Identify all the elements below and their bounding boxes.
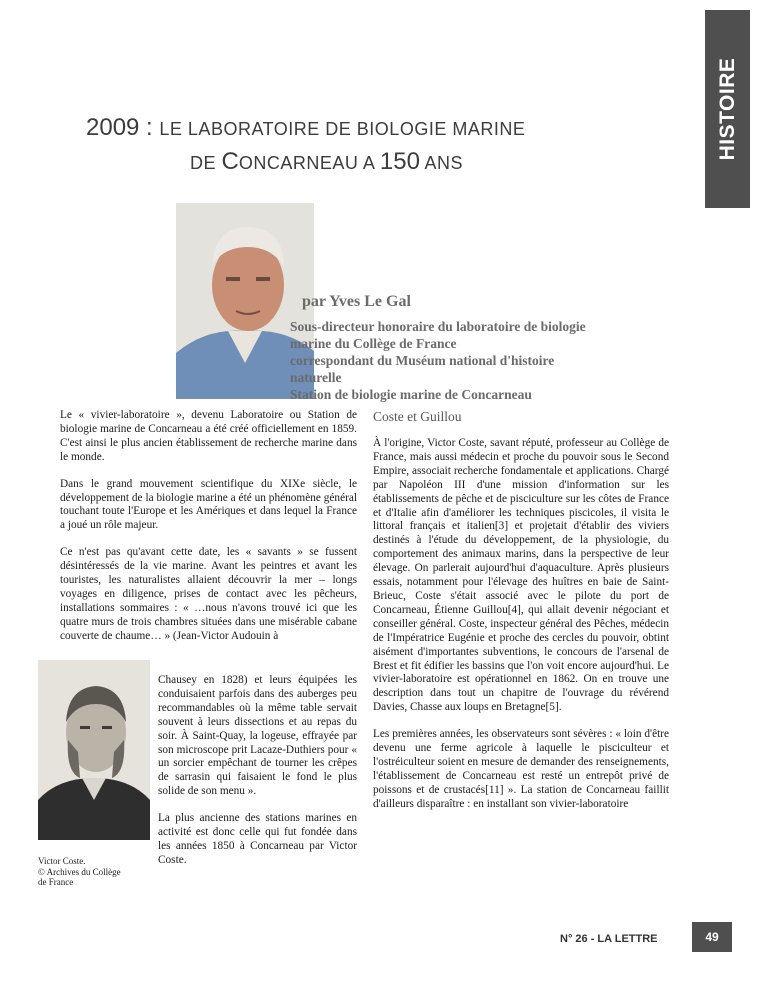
- paragraph: Dans le grand mouvement scientifique du XIXe siècle, le développement de la biologie marine a été un phénomène général touchant toute l'Europe et les Amériques et dans lequel la France a joué un rôle majeur.: [60, 477, 357, 532]
- portrait-caption: [38, 856, 150, 888]
- left-column: [60, 409, 357, 657]
- caption-line: de France: [38, 877, 74, 887]
- author-byline: par Yves Le Gal: [302, 293, 411, 310]
- article-title-line-2: [190, 148, 463, 176]
- victor-coste-portrait: [38, 660, 150, 840]
- caption-line: © Archives du Collège: [38, 866, 121, 877]
- article-title-line-1: [86, 114, 525, 142]
- section-label: HISTOIRE: [715, 57, 739, 161]
- affiliation-line: marine du Collège de France: [290, 336, 457, 351]
- left-column-continued: [158, 674, 357, 881]
- title-segment: LE LABORATOIRE DE BIOLOGIE MARINE: [159, 119, 526, 139]
- paragraph: Les premières années, les observateurs sont sévères : « loin d'être devenu une ferme agricole à laquelle le pisciculteur et l'ostréiculteur soient en mesure de demander des renseignements, l'établissement de Concarneau est resté un entrepôt privé de poissons et de crustacés[11] ». La station de Concarneau faillit d'ailleurs disparaître : en installant son vivier-laboratoire: [373, 728, 669, 810]
- paragraph: À l'origine, Victor Coste, savant réputé, professeur au Collège de France, mais aussi médecin et proche du pouvoir sous le Second Empire, associait recherche fondamentale et applications. Chargé par Napoléon III d'une mission d'information sur les établissements de pêche et de pisciculture sur les côtes de France et d'Italie afin d'améliorer les techniques piscicoles, il visita le littoral français et italien[3] et projetait d'établir des viviers destinés à l'étude du développement, de la physiologie, du comportement des animaux marins, dans la perspective de leur élevage. On parlerait aujourd'hui d'aquaculture. Après plusieurs essais, notamment pour l'élevage des huîtres en baie de Saint-Brieuc, Coste s'était associé avec le pilote du port de Concarneau, Étienne Guillou[4], qui allait devenir négociant et conseiller général. Coste, inspecteur général des Pêches, médecin de l'Impératrice Eugénie et proche des cercles du pouvoir, obtint aisément d'importantes subventions, le concours de l'arsenal de Brest et fit édifier les bassins que l'on voit encore aujourd'hui. Le vivier-laboratoire est opérationnel en 1862. On en trouve une description dans tout un chapitre de l'ouvrage du révérend Davies, Chasse aux loups en Bretagne[5].: [373, 437, 669, 714]
- author-affiliations: [290, 318, 680, 403]
- issue-label: N° 26 - LA LETTRE: [560, 933, 658, 945]
- title-segment: 150: [379, 148, 420, 175]
- paragraph: La plus ancienne des stations marines en activité est donc celle qui fut fondée dans les années 1850 à Concarneau par Victor Coste.: [158, 812, 357, 866]
- section-heading: Coste et Guillou: [373, 409, 462, 424]
- page-number: 49: [692, 922, 732, 952]
- affiliation-line: Station de biologie marine de Concarneau: [290, 387, 532, 402]
- title-segment: DE: [190, 153, 222, 173]
- section-tab: [705, 10, 750, 208]
- paragraph: Ce n'est pas qu'avant cette date, les « savants » se fussent désintéressés de la vie marine. Avant les peintres et avant les touristes, les naturalistes allaient découvrir la mer – longs voyages en diligence, prises de contact avec les pêcheurs, installations sommaires : « …nous n'avons trouvé ici que les quatre murs de trois chambres situées dans une misérable cabane couverte de chaume… » (Jean-Victor Audouin à: [60, 546, 357, 642]
- title-segment: ONCARNEAU A: [238, 153, 380, 173]
- affiliation-line: correspondant du Muséum national d'histoire: [290, 353, 555, 368]
- affiliation-line: Sous-directeur honoraire du laboratoire de biologie: [290, 319, 586, 334]
- caption-line: Victor Coste.: [38, 856, 86, 866]
- title-segment: ANS: [419, 153, 463, 173]
- title-segment: 2009 :: [86, 114, 160, 141]
- paragraph: Chausey en 1828) et leurs équipées les conduisaient parfois dans des auberges peu recommandables où la même table servait souvent à leurs dissections et au repas du soir. À Saint-Quay, la logeuse, effrayée par son microscope prit Lacaze-Duthiers pour « un sorcier empêchant de tourner les crêpes de sarrasin qui faisaient le fond le plus solide de son menu ».: [158, 674, 357, 798]
- right-column: [373, 409, 669, 825]
- title-segment: C: [221, 148, 239, 175]
- affiliation-line: naturelle: [290, 370, 342, 385]
- paragraph: Le « vivier-laboratoire », devenu Laboratoire ou Station de biologie marine de Concarneau a été créé officiellement en 1859. C'est ainsi le plus ancien établissement de recherche marine dans le monde.: [60, 409, 357, 463]
